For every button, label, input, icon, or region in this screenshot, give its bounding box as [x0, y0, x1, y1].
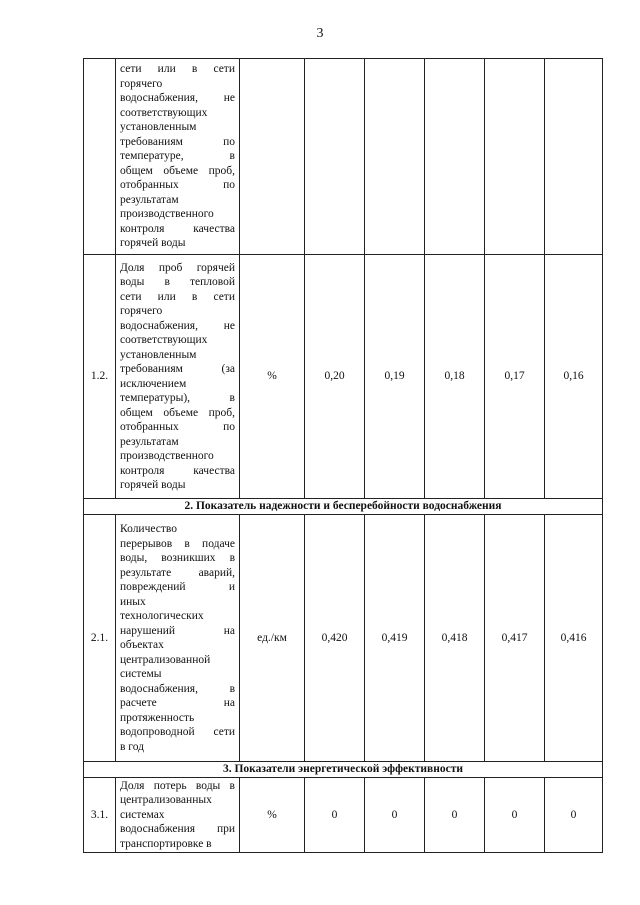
description-line: повреждений и — [120, 581, 235, 593]
value-cell: 0 — [305, 778, 365, 853]
value-cell: 0,418 — [425, 515, 485, 762]
description-line: температуры), в — [120, 392, 235, 404]
description-line: установленным — [120, 348, 197, 361]
value-cell: 0,416 — [545, 515, 603, 762]
page-number: 3 — [316, 26, 324, 41]
unit-cell: % — [240, 778, 305, 853]
description-line: водоснабжения, в — [120, 682, 235, 695]
section-title: 2. Показатель надежности и бесперебойности водоснабжения — [84, 499, 603, 515]
table-row — [84, 515, 603, 762]
description-line: воды в тепловой — [120, 276, 235, 288]
value-cell: 0,18 — [425, 255, 485, 499]
description-line: соответствующих — [120, 106, 208, 119]
section-title: 3. Показатели энергетической эффективности — [84, 762, 603, 778]
description-line: объектах — [120, 639, 164, 651]
value-cell: 0 — [545, 778, 603, 853]
description-line: перерывов в подаче — [120, 537, 235, 550]
row-number — [84, 59, 116, 255]
description-line: температуре, в — [120, 150, 235, 163]
description-line: системах — [120, 808, 165, 821]
value-cell: 0,417 — [485, 515, 545, 762]
description-line: сети или в сети — [120, 63, 235, 76]
description-line: общем объеме проб, — [120, 406, 235, 419]
row-number: 1.2. — [84, 255, 116, 499]
description-line: системы — [120, 668, 162, 680]
value-cell — [425, 59, 485, 255]
value-cell: 0 — [485, 778, 545, 853]
indicators-table-body — [84, 59, 603, 853]
row-number: 2.1. — [84, 515, 116, 762]
description-line: установленным — [120, 121, 197, 134]
description-line: в год — [120, 740, 145, 753]
value-cell — [545, 59, 603, 255]
value-cell: 0 — [365, 778, 425, 853]
table-row — [84, 778, 603, 853]
description-line: Количество — [120, 523, 177, 535]
description-line: транспортировке в — [120, 837, 212, 850]
row-number: 3.1. — [84, 778, 116, 853]
value-cell — [305, 59, 365, 255]
description-line: водоснабжения, не — [120, 319, 235, 332]
indicator-description — [116, 255, 240, 499]
table-row — [84, 255, 603, 499]
value-cell: 0,20 — [305, 255, 365, 499]
description-line: результатам — [120, 435, 179, 448]
unit-cell — [240, 59, 305, 255]
unit-cell: % — [240, 255, 305, 499]
description-line: контроля качества — [120, 464, 235, 477]
description-line: результате аварий, — [120, 566, 235, 579]
description-line: горячей воды — [120, 479, 186, 491]
value-cell — [365, 59, 425, 255]
value-cell — [485, 59, 545, 255]
description-line: сети или в сети — [120, 290, 235, 303]
description-line: протяженность — [120, 711, 195, 724]
description-line: отобранных по — [120, 421, 235, 433]
indicators-table — [83, 58, 603, 853]
description-line: отобранных по — [120, 179, 235, 192]
description-line: централизованных — [120, 794, 212, 807]
description-line: воды, возникших в — [120, 552, 235, 564]
description-line: производственного — [120, 450, 214, 462]
section-header-row — [84, 762, 603, 778]
description-line: производственного — [120, 208, 214, 221]
description-line: исключением — [120, 377, 187, 390]
description-line: контроля качества — [120, 222, 235, 235]
value-cell: 0,420 — [305, 515, 365, 762]
description-line: общем объеме проб, — [120, 164, 235, 177]
value-cell: 0,16 — [545, 255, 603, 499]
table-row — [84, 59, 603, 255]
value-cell: 0,19 — [365, 255, 425, 499]
indicator-description — [116, 778, 240, 853]
description-line: горячего — [120, 305, 163, 317]
description-line: соответствующих — [120, 334, 208, 346]
indicator-description — [116, 59, 240, 255]
description-line: результатам — [120, 193, 179, 206]
description-line: водоснабжения, не — [120, 92, 235, 105]
section-header-row — [84, 499, 603, 515]
description-line: нарушений на — [120, 624, 235, 637]
description-line: расчете на — [120, 697, 235, 709]
description-line: требованиям (за — [120, 363, 235, 375]
description-line: водопроводной сети — [120, 726, 235, 738]
description-line: водоснабжения при — [120, 823, 235, 836]
description-line: Доля проб горячей — [120, 261, 235, 274]
value-cell: 0,17 — [485, 255, 545, 499]
description-line: централизованной — [120, 653, 211, 666]
value-cell: 0,419 — [365, 515, 425, 762]
value-cell: 0 — [425, 778, 485, 853]
description-line: горячей воды — [120, 237, 186, 250]
indicator-description — [116, 515, 240, 762]
unit-cell: ед./км — [240, 515, 305, 762]
description-line: иных — [120, 595, 146, 608]
description-line: технологических — [120, 610, 204, 622]
description-line: Доля потерь воды в — [120, 779, 235, 792]
description-line: требованиям по — [120, 135, 235, 148]
description-line: горячего — [120, 77, 163, 90]
